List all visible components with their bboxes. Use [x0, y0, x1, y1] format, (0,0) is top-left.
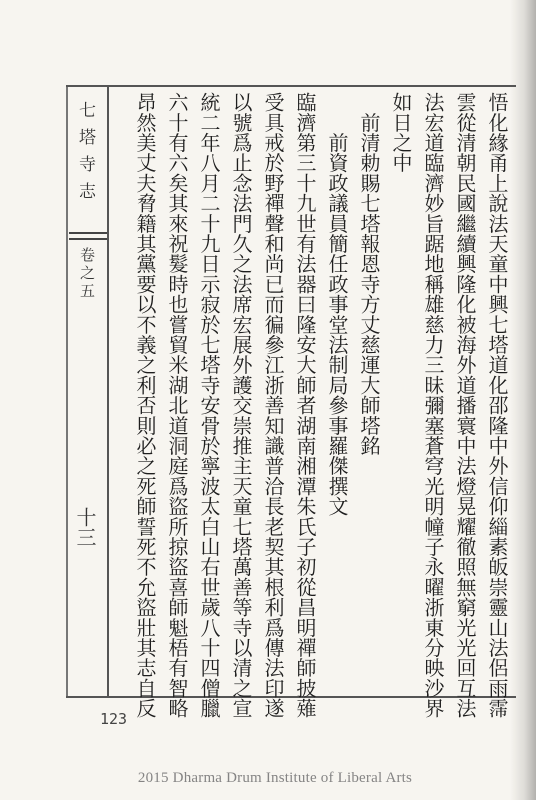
book-title: 七塔寺志 — [75, 101, 95, 209]
text-column: 法宏道臨濟妙旨踞地稱雄慈力三昧彌塞蒼穹光明幢子永曜浙東分映沙界 — [421, 92, 445, 719]
text-column: 悟化緣甬上說法天童中興七塔道化邵隆中外信仰緇素皈崇靈山法侶雨霈 — [485, 92, 509, 719]
text-column: 昂然美丈夫脅籍其黨要以不義之利否則必之死師誓死不允盜壯其志自反 — [133, 92, 157, 719]
binding-shadow — [510, 0, 536, 800]
watermark: 2015 Dharma Drum Institute of Liberal Arts — [137, 770, 413, 786]
text-column: 臨濟第三十九世有法器曰隆安大師者湖南湘潭朱氏子初從昌明禪師披薙 — [293, 92, 317, 719]
left-edge-border — [66, 87, 68, 696]
top-border — [66, 85, 516, 87]
text-column: 雲從清朝民國繼續興隆化被海外道播寰中法燈晃耀徹照無窮光光回互法 — [453, 92, 477, 719]
text-column: 以號爲止念法門久之法席宏展外護交崇推主天童七塔萬善等寺以清之宣 — [229, 92, 253, 719]
text-column: 統二年八月二十九日示寂於七塔寺安骨於寧波太白山右世歲八十四僧臘 — [197, 92, 221, 719]
fish-tail-marker — [69, 232, 107, 240]
author-line: 前資政議員簡任政事堂法制局參事羅傑撰文 — [325, 92, 349, 517]
text-column: 六十有六矣其來祝髮時也嘗貿米湖北道洞庭爲盜所掠盜喜師魁梧有智略 — [165, 92, 189, 719]
inscription-heading: 前清勅賜七塔報恩寺方丈慈運大師塔銘 — [357, 92, 381, 456]
center-margin-column — [69, 87, 109, 696]
text-column: 如日之中 — [389, 92, 413, 173]
text-column: 受具戒於野禪聲和尚已而徧參江浙善知識普洽長老契其根利爲傳法印遂 — [261, 92, 285, 719]
page-number: 123 — [100, 710, 128, 728]
volume-label: 卷之五 — [78, 247, 96, 301]
leaf-number: 十三 — [73, 507, 97, 547]
